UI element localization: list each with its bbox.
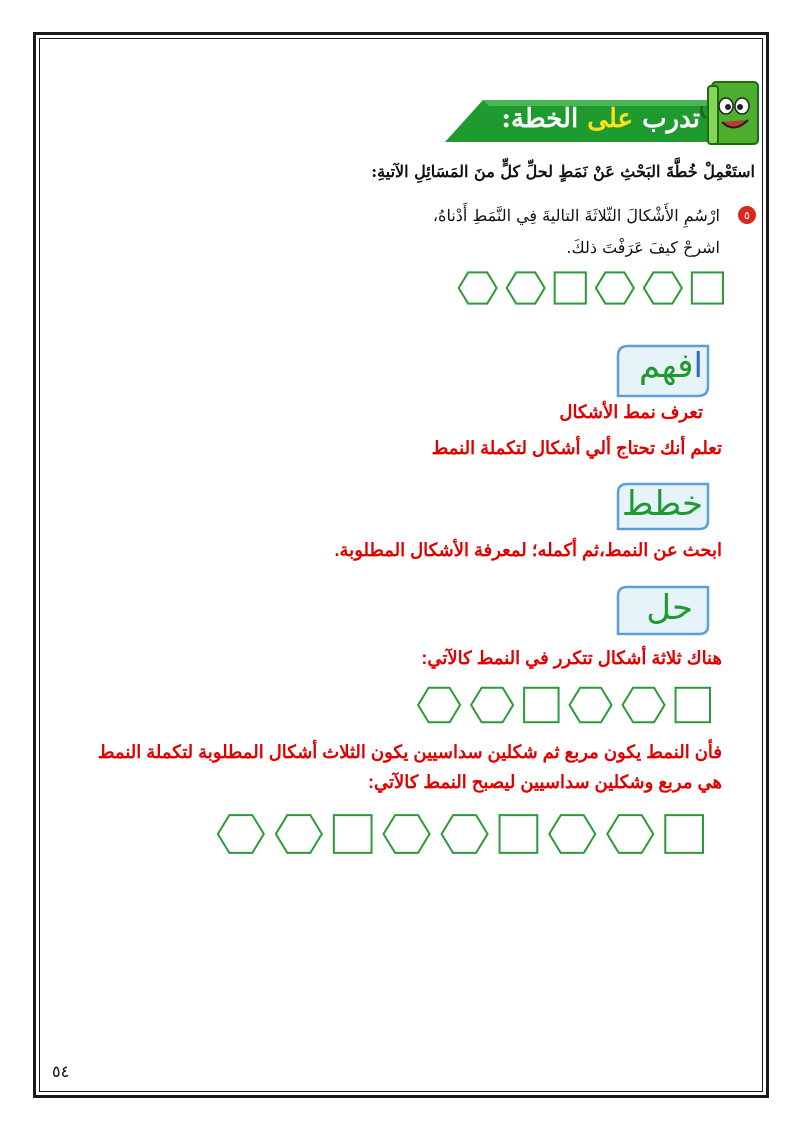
square-shape-4 <box>524 688 558 722</box>
question-line-2: اشرحْ كيفَ عَرَفْتَ ذلكَ. <box>566 238 720 257</box>
hexagon-shape-9 <box>218 815 264 853</box>
hexagon-shape-2 <box>644 272 682 303</box>
hexagon-shape-5 <box>442 815 488 853</box>
understand-line-1: تعرف نمط الأشكال <box>559 402 703 422</box>
hexagon-shape-6 <box>459 272 497 303</box>
full-pattern <box>197 808 705 860</box>
hexagon-shape-8 <box>276 815 322 853</box>
hexagon-shape-2 <box>623 688 665 722</box>
square-shape-4 <box>555 272 586 303</box>
solve-pattern <box>402 682 712 728</box>
square-shape-4 <box>500 815 538 853</box>
question-number-badge <box>737 205 757 225</box>
plan-line-1: ابحث عن النمط،ثم أكمله؛ لمعرفة الأشكال المطلوبة. <box>334 540 722 560</box>
square-shape-1 <box>665 815 703 853</box>
solve-line-3: هي مربع وشكلين سداسيين ليصبح النمط كالآتي: <box>368 772 722 792</box>
hexagon-shape-5 <box>471 688 513 722</box>
hexagon-shape-3 <box>549 815 595 853</box>
question-line-1: ارْسُمِ الأَشْكالَ الثّلاثَةَ التاليةَ فِي النَّمَطِ أَدْناهُ، <box>432 206 720 225</box>
hexagon-shape-3 <box>596 272 634 303</box>
question-pattern <box>450 266 725 310</box>
square-shape-1 <box>692 272 723 303</box>
plan-label: خطط <box>621 484 703 524</box>
solve-line-2: فأن النمط يكون مربع ثم شكلين سداسيين يكون الثلاث أشكال المطلوبة لتكملة النمط <box>97 742 722 762</box>
understand-label: افهم <box>638 346 703 386</box>
instruction-text: استَعْمِلْ خُطَّةَ البَحْثِ عَنْ نَمَطٍ لحلِّ كلٍّ منَ المَسَائِلِ الآتيةِ: <box>371 162 755 181</box>
banner-title: تدرب على الخطة: <box>501 104 700 134</box>
svg-text:٥: ٥ <box>744 209 750 222</box>
page-number: ٥٤ <box>52 1062 70 1081</box>
hexagon-shape-3 <box>570 688 612 722</box>
solve-label: حل <box>646 588 693 628</box>
hexagon-shape-6 <box>384 815 430 853</box>
understand-line-2: تعلم أنك تحتاج ألي أشكال لتكملة النمط <box>431 438 722 458</box>
hexagon-shape-5 <box>507 272 545 303</box>
solve-line-1: هناك ثلاثة أشكال تتكرر في النمط كالآتي: <box>421 648 722 668</box>
book-mascot-icon <box>698 76 766 150</box>
square-shape-1 <box>676 688 710 722</box>
hexagon-shape-2 <box>607 815 653 853</box>
square-shape-7 <box>334 815 372 853</box>
hexagon-shape-6 <box>418 688 460 722</box>
page-border-inner <box>39 38 763 1092</box>
